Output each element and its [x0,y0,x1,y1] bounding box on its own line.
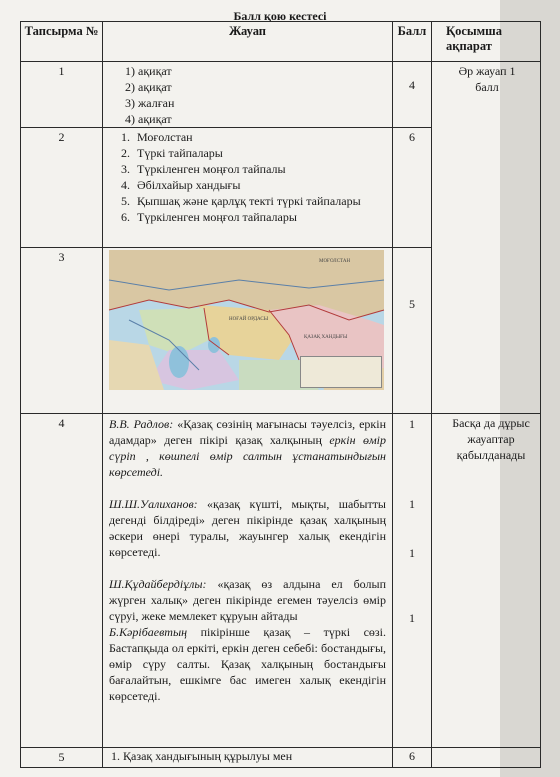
score-value: 1 [409,546,415,560]
task-number: 1 [21,62,103,128]
list-item: 4. Әбілхайыр хандығы [133,177,392,193]
svg-text:НОҒАЙ ОРДАСЫ: НОҒАЙ ОРДАСЫ [229,317,269,322]
answer-paragraph: В.В. Радлов: «Қазақ сөзінің мағынасы тәуелсіз, еркін адамдар» деген пікірі қазақ халқының еркін өмір сүріп , көшпелі өмір салтын ұстанатындығын көрсетеді. [109,417,387,479]
author-name: Ш.Ш.Уалиханов: [109,497,198,511]
table-row [21,62,541,128]
answer-paragraph: Б.Кәрібаевтың пікірінше қазақ – түркі сөзі. Бастапқыда ол еркіті, еркін деген себебі: бостандығы, өмір сүру салты. Қазақ халқының бостандығы бағалайтын, ешкімге бас имеген халық екендігін көрсетеді. [109,625,386,703]
header-answer: Жауап [103,22,393,62]
task-number: 4 [21,414,103,748]
list-item: 5. Қыпшақ және қарлұқ текті түркі тайпалары [133,193,392,209]
svg-text:ҚАЗАҚ ХАНДЫҒЫ: ҚАЗАҚ ХАНДЫҒЫ [304,335,348,340]
header-row [21,22,541,62]
info-cell [432,62,541,414]
author-name: В.В. Радлов: [109,417,174,431]
answer-cell [103,62,393,128]
svg-text:МОҒОЛСТАН: МОҒОЛСТАН [319,259,351,264]
score-value: 1 [409,611,415,625]
page-title: Балл қою кестесі [233,9,327,23]
table-row [21,748,541,768]
score-cell: 6 [393,128,432,248]
author-name: Ш.Құдайбердіұлы: [109,577,207,591]
list-item: 6. Түркіленген моңғол тайпалары [133,209,392,225]
info-cell [432,748,541,768]
list-item: 2) ақиқат [125,80,172,94]
list-item: 1) ақиқат [125,64,172,78]
task-number: 2 [21,128,103,248]
task-number: 5 [21,748,103,768]
scoring-table [20,21,541,768]
author-name: Б.Кәрібаевтың [109,625,188,639]
header-task-number: Тапсырма № [21,22,103,62]
task-number: 3 [21,248,103,414]
list-item: 1. Моғолстан [133,129,392,145]
list-item: 3) жалған [125,96,175,110]
score-cell: 6 [393,748,432,768]
historical-map [109,250,384,390]
score-value: 1 [409,497,415,511]
answer-cell: 1. Қазақ хандығының құрылуы мен [103,748,393,768]
answer-cell [103,128,393,248]
answer-paragraph: Ш.Құдайбердіұлы: «қазақ өз алдына ел болып жүрген халық» деген пікірінде егемен тәуелсіз өмір сүруі, жеке мемлекет құруын айтады [109,577,386,623]
info-text: Әр жауап 1 балл [458,64,516,94]
header-score: Балл [393,22,432,62]
header-extra-info: Қосымша ақпарат [432,22,541,62]
answer-paragraph: Ш.Ш.Уалиханов: «қазақ күшті, мықты, шабытты дегенді білдіреді» деген пікірінде қазақ халқының әскери өнері туралы, жауынгер халық екендігін көрсетеді. [109,497,386,559]
answer-cell [103,248,393,414]
list-item: 3. Түркіленген моңғол тайпалы [133,161,392,177]
list-item: 4) ақиқат [125,112,172,126]
info-cell [432,414,541,748]
score-cell: 5 [393,248,432,414]
score-cell: 4 [393,62,432,128]
score-value: 1 [409,417,415,431]
info-text: Басқа да дұрыс жауаптар қабылданады [452,416,530,462]
table-row [21,414,541,748]
score-cell [393,414,432,748]
map-legend [300,356,382,388]
list-item: 2. Түркі тайпалары [133,145,392,161]
answer-cell [103,414,393,748]
